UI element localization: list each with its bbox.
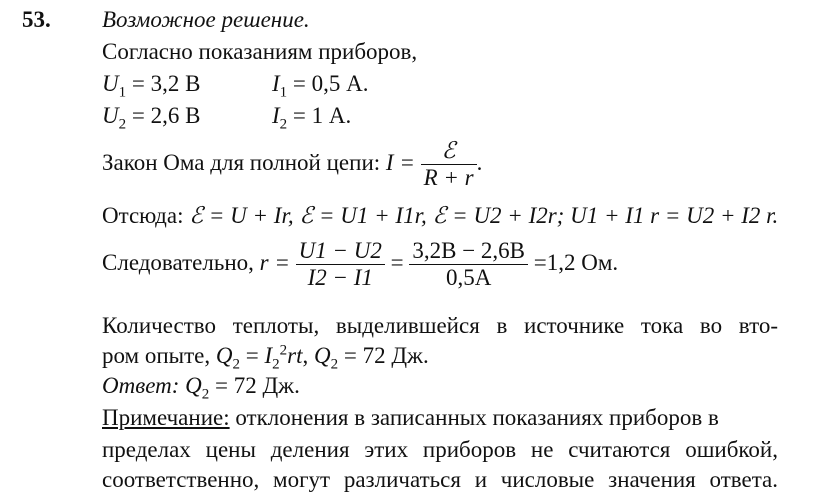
hence-equations: ℰ = U + Ir, ℰ = U1 + I1r, ℰ = U2 + I2r; U1 + I1 r = U2 + I2 r. xyxy=(189,203,779,228)
note-line-1 xyxy=(102,404,778,432)
result-lhs: r = xyxy=(259,249,290,275)
hence-line xyxy=(102,202,778,230)
result-fraction-symbolic xyxy=(296,238,385,291)
ohm-law-line xyxy=(102,138,482,191)
reading-u1: $U_1 = 3,2$ В xyxy=(102,71,201,101)
ohm-law-lhs: I = xyxy=(385,149,415,175)
reading-u2: $U_2 = 2,6$ В xyxy=(102,103,201,133)
note-line-3: соответственно, могут различаться и числовые значения ответа. xyxy=(102,467,778,492)
ohm-law-denominator: R + r xyxy=(421,164,477,191)
heat-line-2: ром опыте, $Q_2 = I_2^2rt$, $Q_2 = 72$ Дж. xyxy=(102,342,429,373)
answer-label: Ответ: xyxy=(102,373,180,398)
ohm-law-end: . xyxy=(476,149,483,175)
reading-i2: $I_2 = 1$ А. xyxy=(272,103,352,133)
hence-label: Отсюда: xyxy=(102,203,184,228)
ohm-law-fraction xyxy=(421,138,477,191)
result-equals: = xyxy=(390,249,404,275)
reading-i1: $I_1 = 0,5$ А. xyxy=(272,71,369,101)
note-label: Примечание: xyxy=(102,405,230,430)
note-line-2: пределах цены деления этих приборов не считаются ошибкой, xyxy=(102,437,778,462)
intro-text: Согласно показаниям приборов, xyxy=(102,39,418,64)
result-f2-denominator: 0,5А xyxy=(409,264,528,291)
ohm-law-label: Закон Ома для полной цепи: xyxy=(102,149,381,175)
problem-number: 53. xyxy=(22,7,51,32)
ohm-law-numerator: ℰ xyxy=(441,138,456,163)
solution-heading: Возможное решение. xyxy=(102,7,310,32)
heat-line-1: Количество теплоты, выделившейся в источнике тока во вто- xyxy=(102,313,778,338)
note-text-1: отклонения в записанных показаниях приборов в xyxy=(235,405,719,430)
result-f1-denominator: I2 − I1 xyxy=(296,264,385,291)
result-label: Следовательно, xyxy=(102,249,254,275)
result-fraction-numeric xyxy=(409,238,528,291)
result-value: =1,2 Ом. xyxy=(533,249,619,275)
result-f2-numerator: 3,2В − 2,6В xyxy=(412,238,526,263)
result-line xyxy=(102,238,618,291)
answer-line: Ответ: $Q_2 = 72$ Дж. xyxy=(102,373,300,403)
result-f1-numerator: U1 − U2 xyxy=(298,238,382,263)
